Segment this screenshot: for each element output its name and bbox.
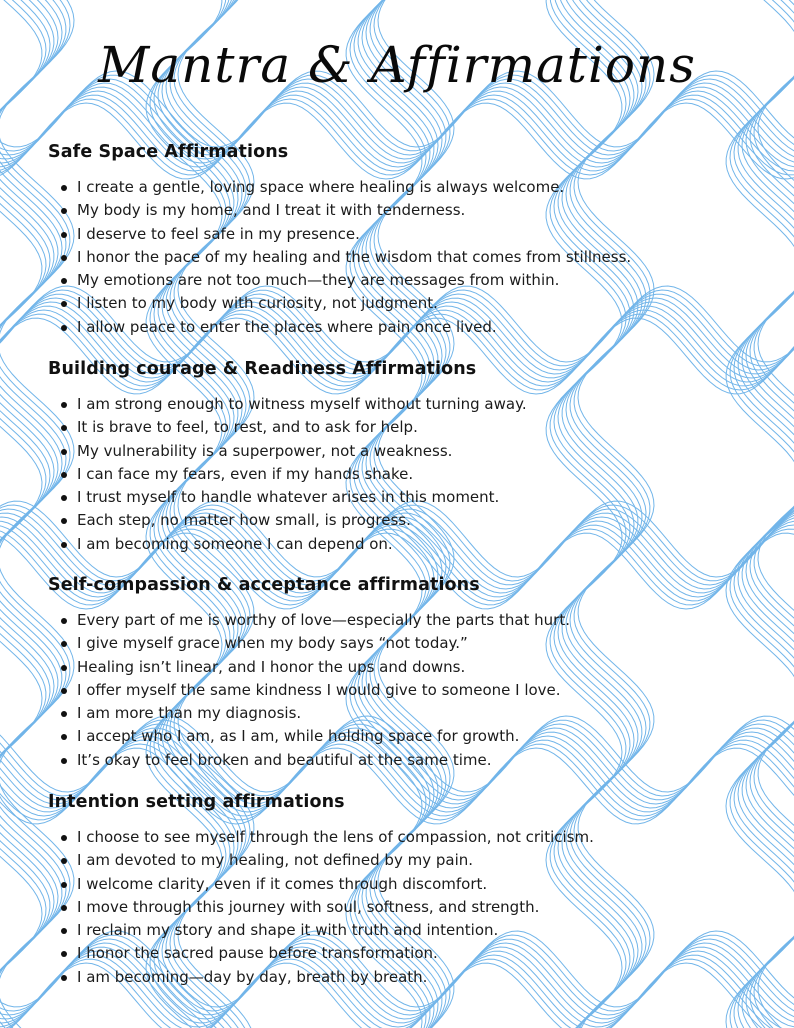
list-item (48, 463, 748, 486)
item-text: It is brave to feel, to rest, and to ask for help. (77, 418, 418, 437)
section-self-compassion (48, 575, 748, 772)
item-text: I am devoted to my healing, not defined by my pain. (77, 851, 474, 870)
item-text: Healing isn’t linear, and I honor the ups and downs. (77, 657, 466, 676)
list-item (48, 749, 748, 772)
item-text: My vulnerability is a superpower, not a weakness. (77, 441, 453, 460)
list-item (48, 826, 748, 849)
affirmation-list (48, 826, 748, 989)
item-text: My body is my home, and I treat it with tenderness. (77, 201, 466, 220)
bullet-icon (61, 472, 67, 478)
list-item (48, 896, 748, 919)
list-item (48, 632, 748, 655)
bullet-icon (61, 858, 67, 864)
page-title: Mantra & Affirmations (98, 36, 696, 94)
bullet-icon (61, 518, 67, 524)
list-item (48, 942, 748, 965)
item-text: I am strong enough to witness myself without turning away. (77, 395, 527, 413)
section-heading: Intention setting affirmations (48, 792, 345, 812)
item-text: I offer myself the same kindness I would give to someone I love. (77, 680, 561, 699)
bullet-icon (61, 734, 67, 740)
item-text: I allow peace to enter the places where pain once lived. (77, 317, 497, 336)
section-intention-setting (48, 792, 748, 989)
list-item (48, 533, 748, 556)
item-text: I am becoming someone I can depend on. (77, 534, 393, 553)
list-item (48, 966, 748, 989)
bullet-icon (61, 255, 67, 261)
item-text: I deserve to feel safe in my presence. (77, 224, 360, 243)
list-item (48, 873, 748, 896)
item-text: I trust myself to handle whatever arises in this moment. (77, 488, 500, 507)
section-heading: Self-compassion & acceptance affirmations (48, 575, 480, 595)
bullet-icon (61, 185, 67, 191)
list-item (48, 440, 748, 463)
section-safe-space (48, 142, 748, 339)
section-heading: Building courage & Readiness Affirmations (48, 359, 477, 379)
item-text: I honor the sacred pause before transformation. (77, 944, 438, 963)
item-text: I am becoming—day by day, breath by breath. (77, 967, 428, 986)
list-item (48, 223, 748, 246)
item-text: I listen to my body with curiosity, not judgment. (77, 294, 438, 313)
list-item (48, 656, 748, 679)
item-text: I honor the pace of my healing and the wisdom that comes from stillness. (77, 247, 632, 266)
item-text: I accept who I am, as I am, while holding space for growth. (77, 727, 520, 746)
bullet-icon (61, 905, 67, 911)
affirmation-list (48, 609, 748, 772)
section-building-courage (48, 359, 748, 556)
affirmation-list (48, 176, 748, 339)
list-item (48, 176, 748, 199)
bullet-icon (61, 301, 67, 307)
item-text: Each step, no matter how small, is progress. (77, 511, 411, 530)
list-item (48, 509, 748, 532)
bullet-icon (61, 618, 67, 624)
bullet-icon (61, 835, 67, 841)
item-text: I can face my fears, even if my hands shake. (77, 464, 414, 483)
list-item (48, 609, 748, 632)
list-item (48, 849, 748, 872)
bullet-icon (61, 688, 67, 694)
item-text: Every part of me is worthy of love—especially the parts that hurt. (77, 611, 571, 629)
item-text: I give myself grace when my body says “not today.” (77, 634, 468, 653)
list-item (48, 702, 748, 725)
affirmation-list (48, 393, 748, 556)
list-item (48, 393, 748, 416)
section-heading: Safe Space Affirmations (48, 142, 289, 162)
bullet-icon (61, 495, 67, 501)
bullet-icon (61, 278, 67, 284)
item-text: It’s okay to feel broken and beautiful at the same time. (77, 750, 492, 769)
item-text: I create a gentle, loving space where healing is always welcome. (77, 178, 565, 196)
item-text: I reclaim my story and shape it with truth and intention. (77, 921, 499, 940)
item-text: I welcome clarity, even if it comes through discomfort. (77, 874, 488, 893)
bullet-icon (61, 951, 67, 957)
item-text: I choose to see myself through the lens of compassion, not criticism. (77, 828, 594, 846)
list-item (48, 199, 748, 222)
list-item (48, 246, 748, 269)
bullet-icon (61, 208, 67, 214)
list-item (48, 292, 748, 315)
item-text: My emotions are not too much—they are messages from within. (77, 271, 560, 290)
bullet-icon (61, 325, 67, 331)
bullet-icon (61, 975, 67, 981)
bullet-icon (61, 758, 67, 764)
bullet-icon (61, 928, 67, 934)
item-text: I move through this journey with soul, softness, and strength. (77, 897, 540, 916)
bullet-icon (61, 425, 67, 431)
bullet-icon (61, 449, 67, 455)
bullet-icon (61, 402, 67, 408)
list-item (48, 679, 748, 702)
item-text: I am more than my diagnosis. (77, 704, 302, 723)
bullet-icon (61, 665, 67, 671)
bullet-icon (61, 882, 67, 888)
bullet-icon (61, 232, 67, 238)
list-item (48, 416, 748, 439)
bullet-icon (61, 711, 67, 717)
bullet-icon (61, 641, 67, 647)
list-item (48, 316, 748, 339)
list-item (48, 269, 748, 292)
list-item (48, 486, 748, 509)
list-item (48, 919, 748, 942)
bullet-icon (61, 542, 67, 548)
list-item (48, 725, 748, 748)
